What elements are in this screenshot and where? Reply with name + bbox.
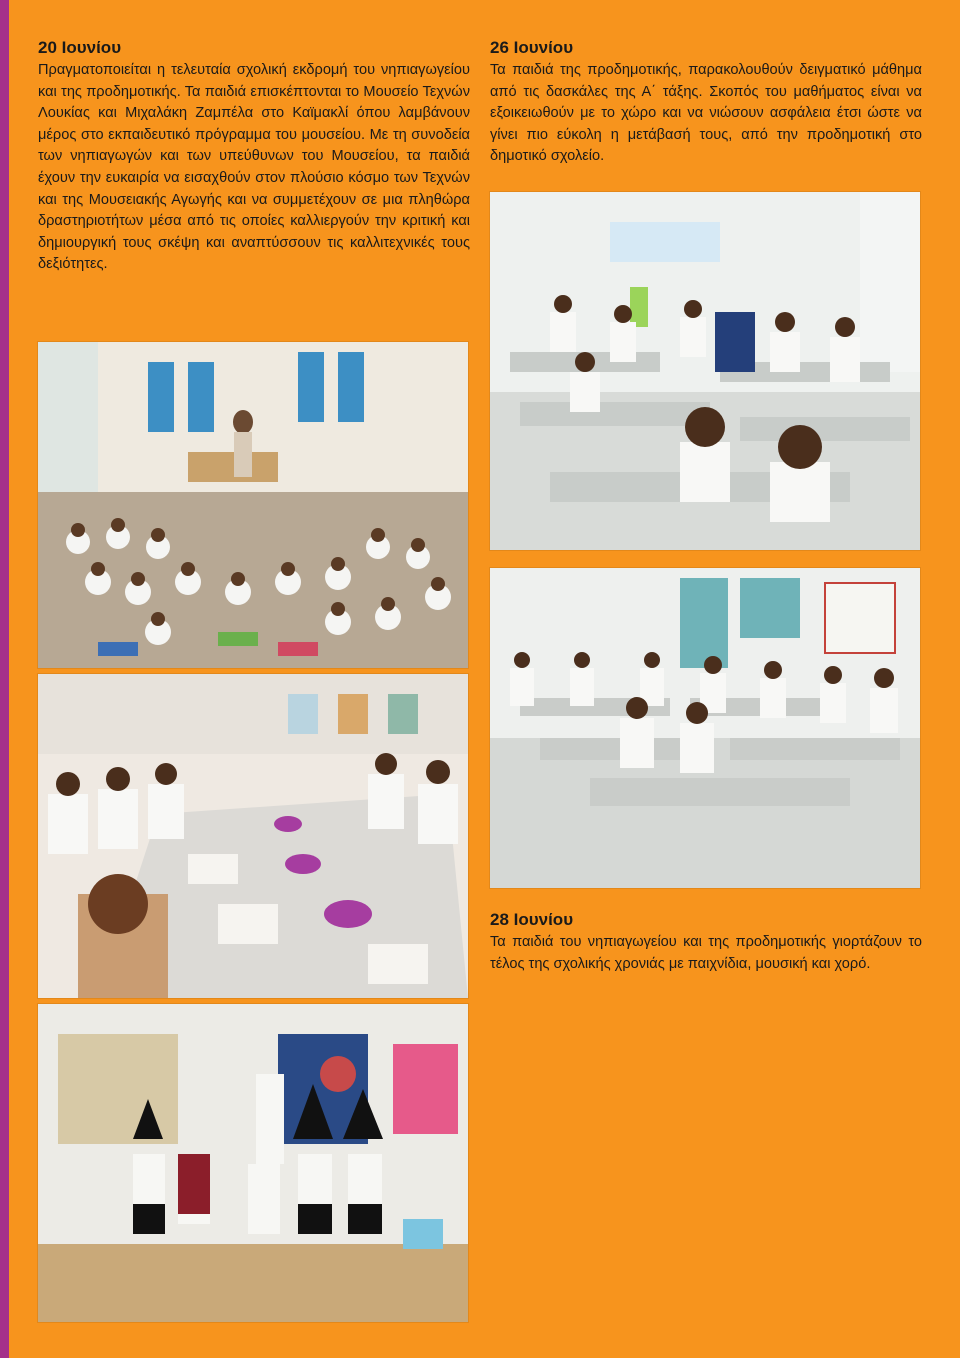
photo-art-activity-table: [38, 674, 468, 998]
section-june-28: [490, 910, 922, 975]
section-june-26: [490, 38, 922, 168]
photo-classroom-children: [490, 568, 920, 888]
date-heading: 20 Ιουνίου: [38, 38, 122, 57]
edge-stripe: [0, 0, 9, 1358]
photo-museum-courtyard: [38, 342, 468, 668]
photo-costumes-gallery: [38, 1004, 468, 1322]
section-text: Τα παιδιά της προδημοτικής, παρακολουθούν δειγματικό μάθημα από τις δασκάλες της Α΄ τάξης. Σκοπός του μαθήματος είναι να εξοικειωθούν με το χώρο και να νιώσουν ασφάλεια έτσι ώστε να γίνει πιο εύκολη η μετάβασή τους, από την προδημοτική στο δημοτικό σχολείο.: [490, 62, 922, 165]
section-text: Τα παιδιά του νηπιαγωγείου και της προδημοτικής γιορτάζουν το τέλος της σχολικής χρονιάς με παιχνίδια, μουσική και χορό.: [490, 934, 922, 972]
date-heading: 28 Ιουνίου: [490, 910, 574, 929]
date-heading: 26 Ιουνίου: [490, 38, 574, 57]
photo-classroom-desks: [490, 192, 920, 550]
section-june-20: [38, 38, 470, 276]
section-text: Πραγματοποιείται η τελευταία σχολική εκδρομή του νηπιαγωγείου και της προδημοτικής. Τα παιδιά επισκέπτονται το Μουσείο Τεχνών Λουκίας και Μιχαλάκη Ζαμπέλα στο Καϊμακλί όπου λαμβάνουν μέρος στο εκπαιδευτικό πρόγραμμα του μουσείου. Με τη συνοδεία των νηπιαγωγών και των υπεύθυνων του Μουσείου, τα παιδιά έχουν την ευκαιρία να εισαχθούν στον πλούσιο κόσμο των Τεχνών και της Μουσειακής Αγωγής και να συμμετέχουν σε μια πληθώρα δραστηριοτήτων μέσα από τις οποίες καλλιεργούν την κριτική και δημιουργική τους σκέψη και αναπτύσσουν τις καλλιτεχνικές τους δεξιότητες.: [38, 62, 470, 273]
